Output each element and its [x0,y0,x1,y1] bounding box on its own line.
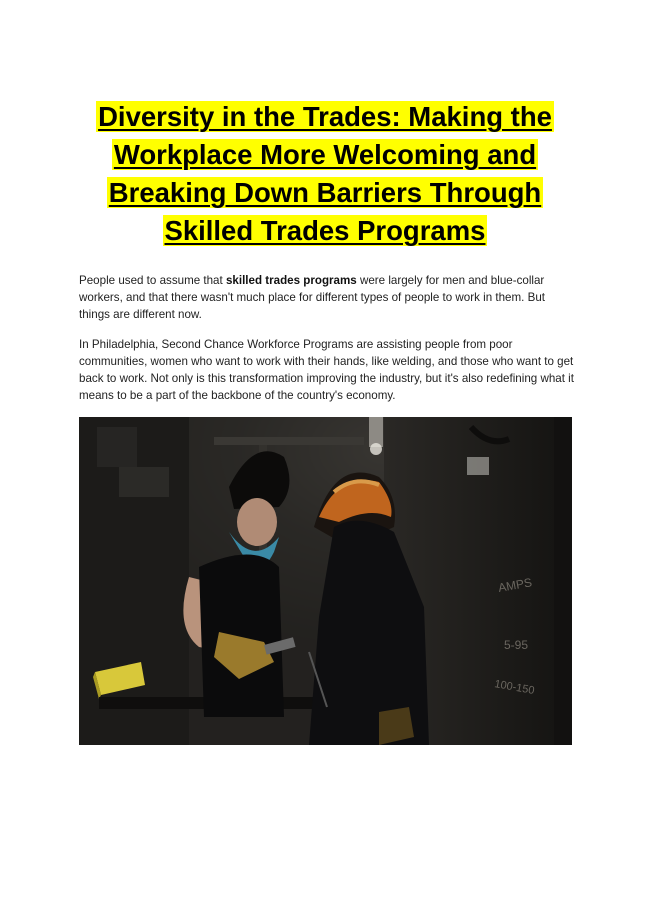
intro-bold-phrase: skilled trades programs [225,274,357,287]
article-title [60,98,590,250]
svg-text:100-150: 100-150 [493,678,536,697]
title-line-2: Workplace More Welcoming and [113,139,537,170]
svg-text:5-95: 5-95 [504,638,529,652]
title-line-4: Skilled Trades Programs [164,215,486,246]
intro-text-end: were largely for men and blue-collar workers, and that there wasn't much place for different types of people to work in them. But things are different now. [79,274,545,321]
welders-photo [79,417,572,745]
title-line-1: Diversity in the Trades: Making the [98,101,552,132]
svg-text:AMPS: AMPS [497,575,534,595]
intro-paragraph [79,272,579,323]
title-line-3: Breaking Down Barriers Through [108,177,542,208]
intro-text-start: People used to assume that [79,274,226,287]
welders-photo-illustration [79,417,572,745]
philadelphia-paragraph: In Philadelphia, Second Chance Workforce Programs are assisting people from poor communities, women who want to work with their hands, like welding, and those who want to get back to work. Not only is this transformation improving the industry, but it's also redefining what it means to be a part of the backbone of the country's economy. [79,338,574,402]
